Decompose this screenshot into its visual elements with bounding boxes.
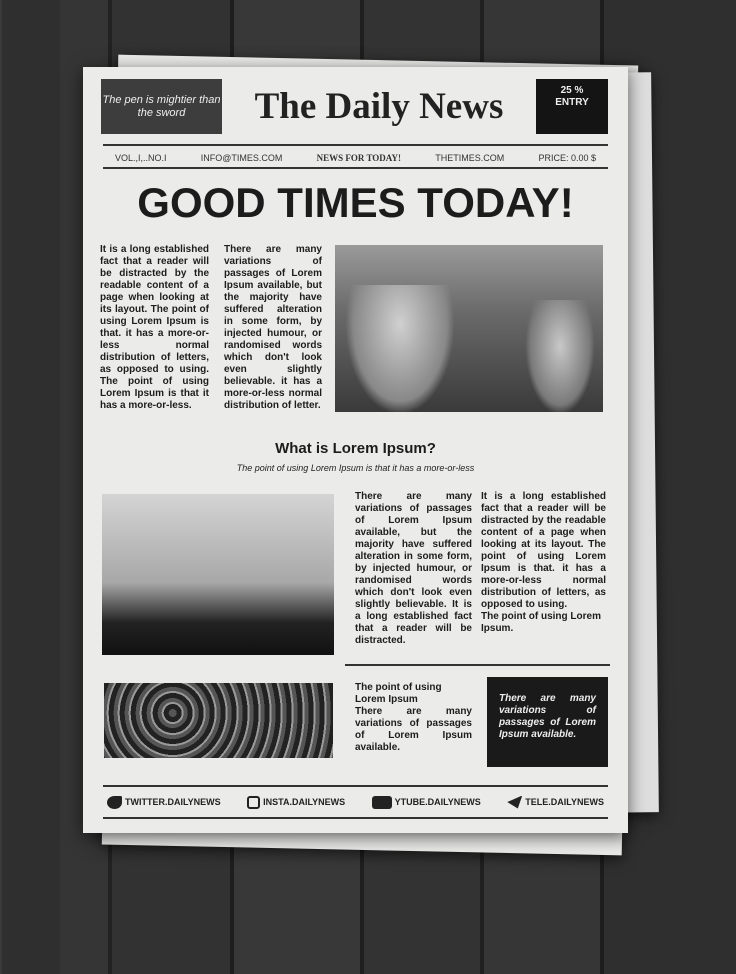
column-text: There are many variations of passages of Lorem Ipsum available.: [355, 706, 472, 753]
youtube-link[interactable]: YTUBE.DAILYNEWS: [372, 796, 481, 809]
column-text: The point of using Lorem Ipsum.: [481, 611, 601, 634]
divider: [103, 167, 608, 169]
entry-label: ENTRY: [555, 97, 589, 108]
section-title: What is Lorem Ipsum?: [275, 440, 436, 457]
article-column: [481, 491, 606, 635]
statue: [525, 300, 595, 412]
price: PRICE: 0.00 $: [538, 153, 596, 163]
telegram-link[interactable]: TELE.DAILYNEWS: [507, 796, 604, 809]
volume: VOL.,I,..NO.I: [115, 153, 167, 163]
entry-box: [536, 79, 608, 134]
soldiers-silhouette-photo: [102, 494, 334, 655]
column-text: It is a long established fact that a reader will be distracted by the readable content of a page when looking at its layout. The point of using Lorem Ipsum is that. it has a more-or-less normal distribution of letters, as opposed to using.: [481, 491, 606, 610]
divider: [345, 664, 610, 666]
highlight-box: There are many variations of passages of Lorem Ipsum available.: [487, 677, 608, 767]
soldier-statues-photo: [335, 245, 603, 412]
tagline: NEWS FOR TODAY!: [316, 153, 401, 163]
article-column: It is a long established fact that a reader will be distracted by the readable content of a page when looking at its layout. The point of using Lorem Ipsum is that. it has a more-or-less normal distribution of letters, as opposed to using. The point of using Lorem Ipsum is that it has a more-or-less.: [100, 244, 209, 411]
motto-box: The pen is mightier than the sword: [101, 79, 222, 134]
twitter-link[interactable]: TWITTER.DAILYNEWS: [107, 796, 221, 809]
article-column: There are many variations of passages of Lorem Ipsum available, but the majority have suffered alteration in some form, by injected humour, or randomised words which don't look even slightly believable. It is a long established fact that a reader will be distracted.: [355, 491, 472, 646]
website: THETIMES.COM: [435, 153, 505, 163]
statue: [345, 285, 455, 412]
telegram-icon: [507, 796, 522, 809]
instagram-icon: [247, 796, 260, 809]
divider: [103, 817, 608, 819]
social-footer: [103, 789, 608, 815]
article-column: There are many variations of passages of Lorem Ipsum available, but the majority have suffered alteration in some form, by injected humour, or randomised words which don't look even slightly believable. it has a more-or-less normal distribution of letter.: [224, 244, 322, 411]
youtube-icon: [372, 796, 392, 809]
email: INFO@TIMES.COM: [200, 153, 283, 163]
newspaper-page: [83, 67, 628, 833]
entry-percent: 25 %: [560, 85, 584, 96]
article-column: [355, 682, 472, 754]
section-subtitle: The point of using Lorem Ipsum is that it has a more-or-less: [236, 463, 475, 473]
divider: [103, 785, 608, 787]
column-text: The point of using Lorem Ipsum: [355, 682, 442, 705]
instagram-link[interactable]: INSTA.DAILYNEWS: [247, 796, 345, 809]
newspaper-title: The Daily News: [254, 86, 504, 127]
crowd-photo: [104, 683, 333, 758]
headline: GOOD TIMES TODAY!: [137, 179, 574, 226]
twitter-icon: [107, 796, 122, 809]
